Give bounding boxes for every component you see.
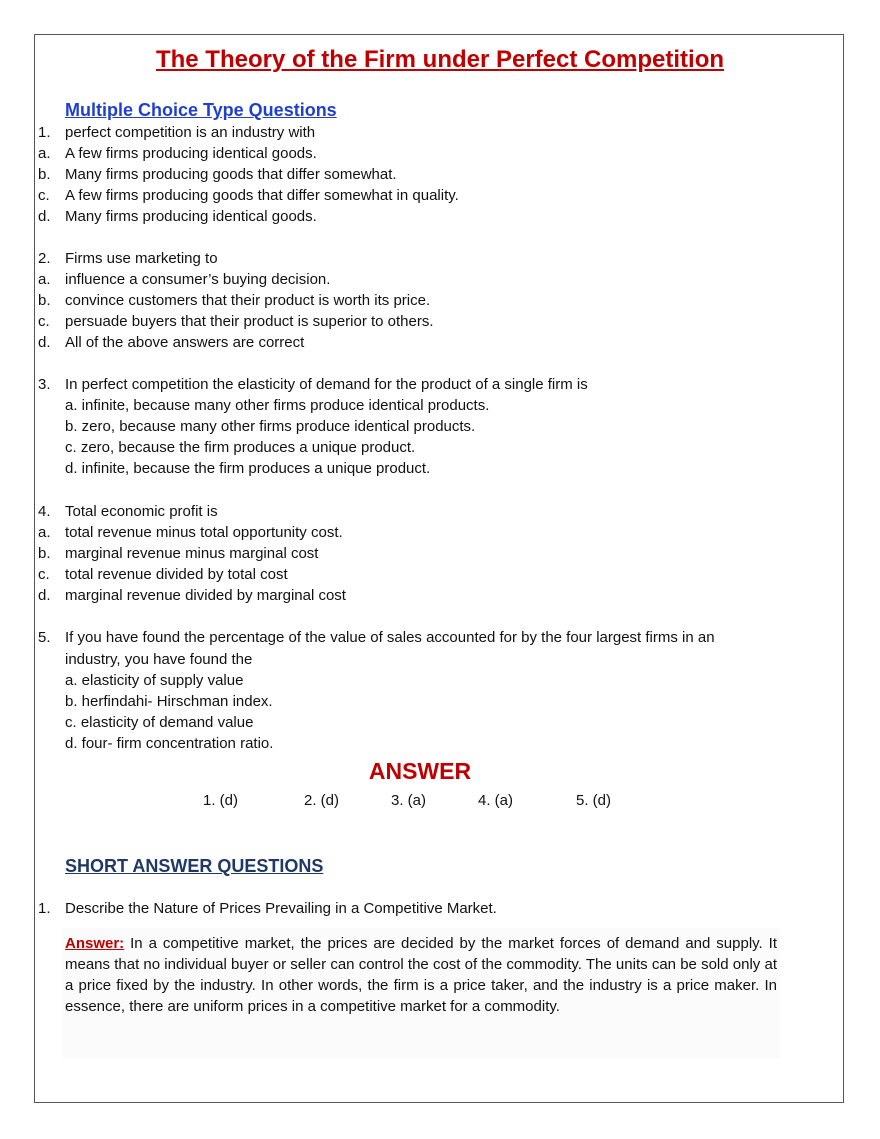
option-text: influence a consumer’s buying decision. <box>65 271 331 288</box>
option-text: convince customers that their product is worth its price. <box>65 292 431 309</box>
option-marker: d. <box>38 587 51 604</box>
option-text: a. elasticity of supply value <box>65 672 244 689</box>
answer-key-item: 3. (a) <box>391 792 427 809</box>
answer-key-item: 2. (d) <box>304 792 340 809</box>
page-title: The Theory of the Firm under Perfect Competition <box>155 46 725 73</box>
option-text: c. elasticity of demand value <box>65 714 254 731</box>
option-text: persuade buyers that their product is superior to others. <box>65 313 434 330</box>
option-marker: c. <box>38 313 50 330</box>
question-number: 4. <box>38 503 51 520</box>
option-text: b. zero, because many other firms produce identical products. <box>65 418 476 435</box>
question-number: 1. <box>38 124 51 141</box>
option-text: marginal revenue divided by marginal cost <box>65 587 346 604</box>
question-text: Firms use marketing to <box>65 250 218 267</box>
question-number: 1. <box>38 900 51 917</box>
option-marker: d. <box>38 208 51 225</box>
question-text: industry, you have found the <box>65 651 253 668</box>
option-text: c. zero, because the firm produces a unique product. <box>65 439 416 456</box>
option-text: Many firms producing goods that differ somewhat. <box>65 166 397 183</box>
option-marker: a. <box>38 271 51 288</box>
option-marker: d. <box>38 334 51 351</box>
option-text: A few firms producing identical goods. <box>65 145 317 162</box>
option-text: b. herfindahi- Hirschman index. <box>65 693 273 710</box>
option-marker: a. <box>38 524 51 541</box>
option-marker: c. <box>38 187 50 204</box>
option-marker: b. <box>38 166 51 183</box>
mcq-heading: Multiple Choice Type Questions <box>65 100 337 120</box>
answer-heading: ANSWER <box>368 758 472 784</box>
short-answer-heading: SHORT ANSWER QUESTIONS <box>65 856 324 876</box>
question-number: 3. <box>38 376 51 393</box>
answer-key-item: 1. (d) <box>203 792 239 809</box>
answer-paragraph <box>65 933 777 1017</box>
option-text: marginal revenue minus marginal cost <box>65 545 319 562</box>
question-text: If you have found the percentage of the value of sales accounted for by the four largest firms in an <box>65 629 715 646</box>
option-text: d. four- firm concentration ratio. <box>65 735 274 752</box>
option-text: total revenue minus total opportunity cost. <box>65 524 343 541</box>
option-text: All of the above answers are correct <box>65 334 305 351</box>
question-text: In perfect competition the elasticity of demand for the product of a single firm is <box>65 376 588 393</box>
question-text: Describe the Nature of Prices Prevailing in a Competitive Market. <box>65 900 497 917</box>
option-marker: a. <box>38 145 51 162</box>
answer-text: In a competitive market, the prices are decided by the market forces of demand and supply. It means that no individual buyer or seller can control the cost of the commodity. The units can be sold only at a price fixed by the industry. In other words, the firm is a price taker, and the industry is a price maker. In essence, there are uniform prices in a competitive market for a commodity. <box>65 935 777 1015</box>
answer-label: Answer: <box>65 935 125 952</box>
question-text: perfect competition is an industry with <box>65 124 316 141</box>
option-marker: b. <box>38 545 51 562</box>
question-number: 2. <box>38 250 51 267</box>
option-text: A few firms producing goods that differ somewhat in quality. <box>65 187 459 204</box>
answer-key-item: 4. (a) <box>478 792 514 809</box>
option-marker: b. <box>38 292 51 309</box>
question-text: Total economic profit is <box>65 503 218 520</box>
option-text: Many firms producing identical goods. <box>65 208 317 225</box>
option-marker: c. <box>38 566 50 583</box>
question-number: 5. <box>38 629 51 646</box>
option-text: a. infinite, because many other firms produce identical products. <box>65 397 490 414</box>
answer-key-item: 5. (d) <box>576 792 612 809</box>
option-text: total revenue divided by total cost <box>65 566 288 583</box>
option-text: d. infinite, because the firm produces a unique product. <box>65 460 431 477</box>
